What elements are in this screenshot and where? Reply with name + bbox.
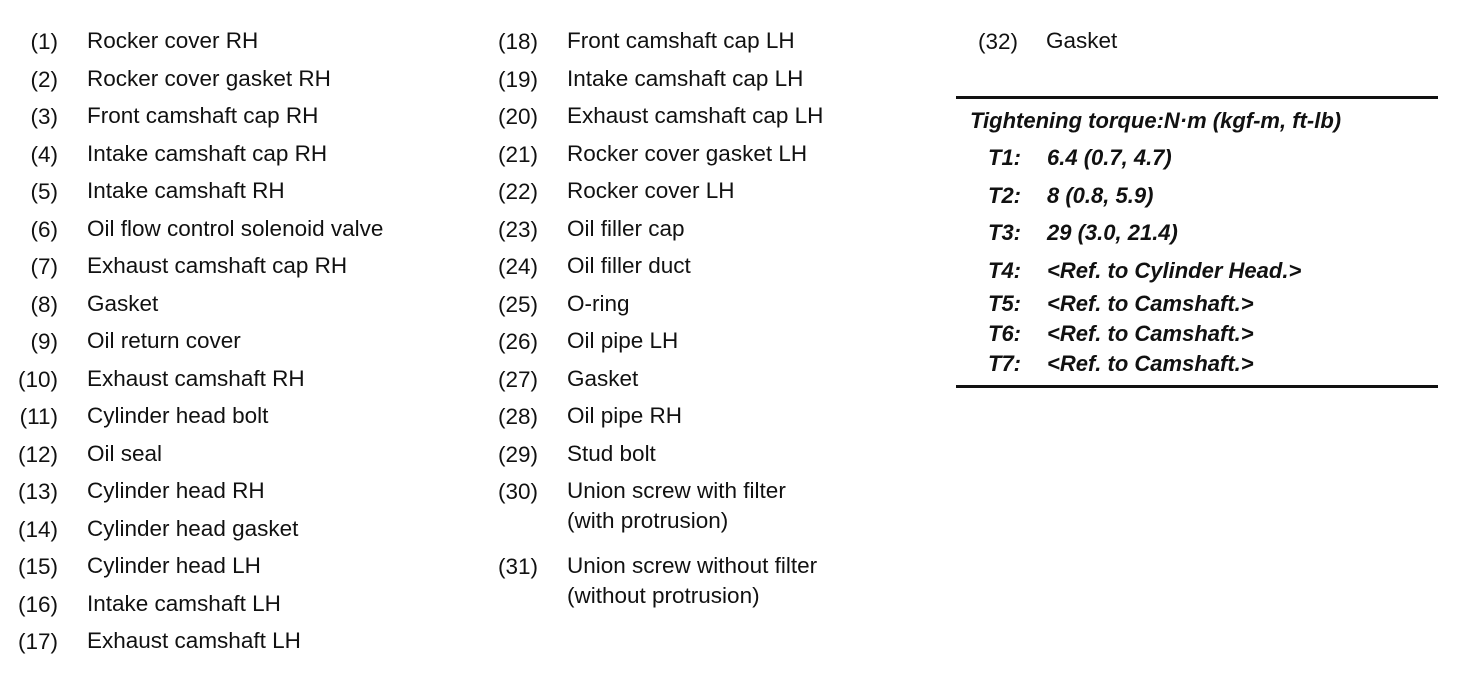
part-number: (32) bbox=[977, 29, 1018, 54]
part-number: (26) bbox=[497, 329, 538, 354]
part-number: (8) bbox=[30, 291, 58, 317]
part-list-item bbox=[480, 249, 950, 287]
part-name bbox=[567, 251, 691, 281]
part-name bbox=[87, 26, 258, 56]
part-name bbox=[87, 176, 285, 206]
torque-key: T4: bbox=[988, 257, 1021, 283]
part-number: (15) bbox=[17, 554, 58, 579]
part-number: (18) bbox=[497, 29, 538, 54]
part-name bbox=[567, 139, 807, 169]
part-name-line: Intake camshaft RH bbox=[87, 178, 285, 203]
torque-row bbox=[956, 139, 1438, 177]
part-list-item bbox=[480, 549, 950, 624]
torque-value: 8 (0.8, 5.9) bbox=[1047, 182, 1154, 208]
part-number: (23) bbox=[497, 216, 538, 242]
part-number: (10) bbox=[17, 366, 58, 392]
part-name bbox=[87, 251, 347, 281]
part-number: (13) bbox=[17, 479, 58, 504]
part-name-line: Front camshaft cap RH bbox=[87, 103, 319, 128]
torque-row bbox=[956, 177, 1438, 215]
part-name-line: Gasket bbox=[567, 365, 639, 391]
part-name bbox=[567, 439, 656, 469]
part-name-line: Oil pipe RH bbox=[567, 403, 683, 428]
part-name bbox=[87, 476, 265, 506]
part-name bbox=[87, 64, 331, 94]
part-name-line: Cylinder head gasket bbox=[87, 515, 299, 541]
torque-key: T7: bbox=[988, 351, 1021, 376]
part-number: (9) bbox=[30, 329, 58, 354]
part-number: (20) bbox=[497, 104, 538, 129]
part-name-line: Rocker cover gasket RH bbox=[87, 65, 331, 91]
torque-key: T1: bbox=[988, 145, 1021, 170]
part-name bbox=[87, 439, 162, 469]
part-list-item bbox=[480, 324, 950, 362]
part-name bbox=[87, 326, 241, 356]
part-number: (19) bbox=[497, 66, 538, 92]
parts-list-column-2 bbox=[480, 24, 950, 624]
part-name-line: Oil filler duct bbox=[567, 253, 691, 278]
part-name bbox=[567, 476, 786, 536]
part-number: (24) bbox=[497, 254, 538, 279]
part-list-item bbox=[0, 437, 470, 475]
part-name-line: (without protrusion) bbox=[567, 583, 760, 608]
part-number: (5) bbox=[30, 179, 58, 204]
part-list-item bbox=[480, 362, 950, 400]
part-list-item bbox=[480, 99, 950, 137]
parts-list-column-1 bbox=[0, 24, 470, 662]
part-list-item bbox=[0, 62, 470, 100]
part-number: (2) bbox=[30, 66, 58, 92]
part-number: (3) bbox=[30, 104, 58, 129]
part-name-line: Gasket bbox=[87, 290, 159, 316]
torque-value: <Ref. to Cylinder Head.> bbox=[1047, 257, 1302, 283]
part-name bbox=[567, 289, 630, 319]
part-list-item bbox=[480, 287, 950, 325]
torque-value: 29 (3.0, 21.4) bbox=[1047, 220, 1178, 245]
part-name bbox=[567, 214, 685, 244]
part-list-item bbox=[0, 99, 470, 137]
parts-list-column-3 bbox=[958, 24, 1438, 62]
part-name-line: Rocker cover LH bbox=[567, 178, 735, 203]
part-name-line: Exhaust camshaft LH bbox=[87, 628, 301, 653]
part-number: (12) bbox=[17, 441, 58, 467]
part-name bbox=[87, 514, 298, 544]
part-name-line: Stud bolt bbox=[567, 440, 656, 466]
part-name bbox=[567, 64, 803, 94]
part-name bbox=[87, 101, 318, 131]
part-name bbox=[87, 214, 383, 244]
part-name-line: (with protrusion) bbox=[567, 508, 729, 533]
part-number: (11) bbox=[19, 404, 58, 429]
torque-row bbox=[956, 349, 1438, 379]
part-list-item bbox=[480, 212, 950, 250]
part-name bbox=[87, 289, 158, 319]
part-name bbox=[87, 626, 301, 656]
part-list-item bbox=[480, 174, 950, 212]
part-name-line: Oil seal bbox=[87, 440, 163, 466]
part-name bbox=[87, 589, 281, 619]
part-name-line: Intake camshaft cap RH bbox=[87, 140, 328, 166]
tightening-torque-table bbox=[956, 96, 1438, 388]
part-list-item bbox=[480, 62, 950, 100]
part-name-line: Rocker cover RH bbox=[87, 28, 259, 53]
part-list-item bbox=[0, 174, 470, 212]
torque-key: T5: bbox=[988, 291, 1021, 316]
torque-key: T6: bbox=[988, 321, 1021, 346]
part-name bbox=[567, 326, 678, 356]
part-list-item bbox=[480, 474, 950, 549]
part-number: (16) bbox=[17, 591, 58, 617]
part-name bbox=[567, 176, 735, 206]
part-list-item bbox=[480, 437, 950, 475]
part-name bbox=[87, 401, 268, 431]
part-name bbox=[567, 551, 817, 611]
part-name bbox=[87, 551, 261, 581]
part-name-line: Oil return cover bbox=[87, 328, 241, 353]
torque-key: T2: bbox=[988, 182, 1021, 208]
part-list-item bbox=[0, 474, 470, 512]
part-number: (31) bbox=[497, 554, 538, 579]
part-name-line: Cylinder head LH bbox=[87, 553, 261, 578]
part-list-item bbox=[0, 549, 470, 587]
torque-row bbox=[956, 289, 1438, 319]
part-name-line: Cylinder head bolt bbox=[87, 403, 269, 428]
part-number: (6) bbox=[30, 216, 58, 242]
part-number: (1) bbox=[30, 29, 58, 54]
torque-value: <Ref. to Camshaft.> bbox=[1047, 321, 1254, 346]
part-list-item bbox=[480, 24, 950, 62]
part-name bbox=[87, 139, 327, 169]
part-list-item bbox=[958, 24, 1438, 62]
part-list-item bbox=[0, 137, 470, 175]
part-name bbox=[567, 26, 795, 56]
part-name-line: Exhaust camshaft cap LH bbox=[567, 103, 824, 128]
torque-key: T3: bbox=[988, 220, 1021, 245]
part-list-item bbox=[0, 324, 470, 362]
part-name-line: Exhaust camshaft cap RH bbox=[87, 253, 348, 278]
part-name-line: Oil pipe LH bbox=[567, 328, 679, 353]
part-name bbox=[567, 364, 638, 394]
part-list-item bbox=[0, 587, 470, 625]
part-name-line: Exhaust camshaft RH bbox=[87, 365, 305, 391]
part-number: (30) bbox=[497, 479, 538, 504]
part-list-item bbox=[0, 399, 470, 437]
part-name-line: O-ring bbox=[567, 290, 630, 316]
part-list-item bbox=[0, 362, 470, 400]
torque-row bbox=[956, 319, 1438, 349]
torque-row bbox=[956, 214, 1438, 252]
part-number: (22) bbox=[497, 179, 538, 204]
part-name-line: Union screw with filter bbox=[567, 478, 786, 503]
part-list-item bbox=[0, 512, 470, 550]
torque-table-title: Tightening torque:N·m (kgf-m, ft-lb) bbox=[970, 108, 1342, 133]
part-name-line: Cylinder head RH bbox=[87, 478, 265, 503]
part-number: (21) bbox=[497, 141, 538, 167]
part-name-line: Oil flow control solenoid valve bbox=[87, 215, 384, 241]
part-list-item bbox=[480, 399, 950, 437]
part-name-line: Union screw without filter bbox=[567, 553, 818, 578]
part-list-item bbox=[0, 287, 470, 325]
torque-value: <Ref. to Camshaft.> bbox=[1047, 291, 1254, 316]
part-list-item bbox=[0, 624, 470, 662]
part-name bbox=[87, 364, 305, 394]
part-number: (14) bbox=[17, 516, 58, 542]
part-name bbox=[567, 101, 823, 131]
part-list-item bbox=[0, 249, 470, 287]
part-name-line: Oil filler cap bbox=[567, 215, 685, 241]
part-number: (29) bbox=[497, 441, 538, 467]
torque-value: 6.4 (0.7, 4.7) bbox=[1047, 145, 1172, 170]
part-name-line: Intake camshaft LH bbox=[87, 590, 281, 616]
part-list-item bbox=[0, 212, 470, 250]
part-number: (7) bbox=[30, 254, 58, 279]
part-list-item bbox=[480, 137, 950, 175]
part-name-line: Gasket bbox=[1046, 28, 1118, 53]
part-name-line: Intake camshaft cap LH bbox=[567, 65, 804, 91]
part-number: (25) bbox=[497, 291, 538, 317]
part-name bbox=[567, 401, 682, 431]
torque-value: <Ref. to Camshaft.> bbox=[1047, 351, 1254, 376]
part-number: (4) bbox=[30, 141, 58, 167]
part-name-line: Front camshaft cap LH bbox=[567, 28, 795, 53]
part-list-item bbox=[0, 24, 470, 62]
part-name-line: Rocker cover gasket LH bbox=[567, 140, 808, 166]
part-number: (28) bbox=[497, 404, 538, 429]
torque-row bbox=[956, 252, 1438, 290]
part-number: (17) bbox=[17, 629, 58, 654]
part-name bbox=[1046, 26, 1117, 56]
part-number: (27) bbox=[497, 366, 538, 392]
